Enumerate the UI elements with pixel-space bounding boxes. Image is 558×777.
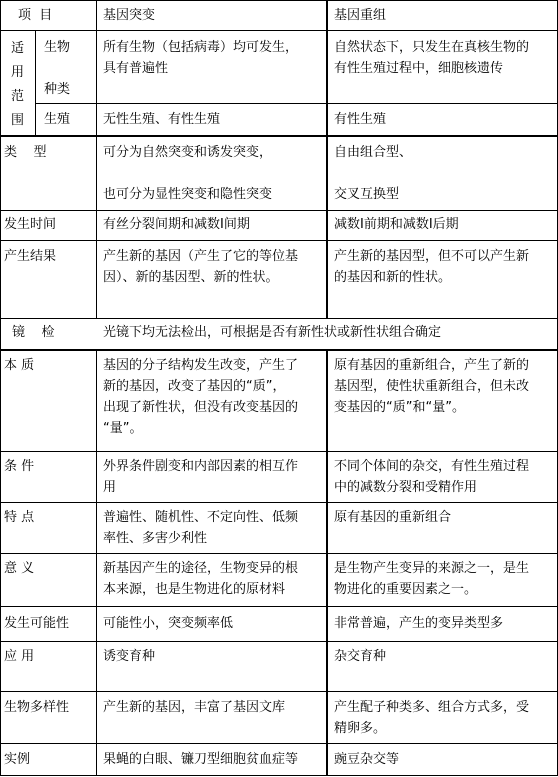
column-divider xyxy=(35,30,36,135)
row-label: 生物多样性 xyxy=(4,700,70,715)
row-mutation: 产生新的基因（产生了它的等位基 因）、新的基因型、新的性状。 xyxy=(103,249,299,285)
row-label: 实例 xyxy=(4,752,31,767)
row-label: 本 质 xyxy=(4,358,35,373)
header-recombination: 基因重组 xyxy=(334,8,387,23)
row-recombination: 自由组合型、 交叉互换型 xyxy=(334,145,413,202)
scope-reproduction-mutation: 无性生殖、有性生殖 xyxy=(103,112,221,127)
row-divider xyxy=(0,502,558,503)
row-recombination: 减数Ⅰ前期和减数Ⅰ后期 xyxy=(334,217,459,232)
row-divider xyxy=(0,240,558,241)
scope-organism-recombination: 自然状态下，只发生在真核生物的 有性生殖过程中，细胞核遗传 xyxy=(334,40,530,76)
table-left-border xyxy=(0,0,1,776)
row-recombination: 不同个体间的杂交，有性生殖过程 中的减数分裂和受精作用 xyxy=(334,459,530,495)
column-divider xyxy=(96,350,97,776)
row-mutation: 诱变育种 xyxy=(103,649,156,664)
scope-organism-mutation: 所有生物（包括病毒）均可发生， 具有普遍性 xyxy=(103,40,299,76)
row-divider xyxy=(0,553,558,554)
header-item: 项 目 xyxy=(18,8,53,23)
row-divider xyxy=(0,451,558,452)
column-divider xyxy=(326,0,328,319)
row-label: 产生结果 xyxy=(4,249,57,264)
row-recombination: 非常普遍，产生的变异类型多 xyxy=(334,616,504,631)
row-divider xyxy=(0,691,558,692)
row-label: 发生可能性 xyxy=(4,616,70,631)
row-divider xyxy=(0,318,558,319)
row-mutation: 果蝇的白眼、镰刀型细胞贫血症等 xyxy=(103,752,299,767)
scope-reproduction-recombination: 有性生殖 xyxy=(334,112,387,127)
row-divider xyxy=(0,349,558,351)
row-mutation: 有丝分裂间期和减数Ⅰ间期 xyxy=(103,217,250,232)
row-label: 特 点 xyxy=(4,510,35,525)
row-mutation: 产生新的基因，丰富了基因文库 xyxy=(103,700,286,715)
row-divider xyxy=(0,641,558,642)
scope-reproduction-label: 生殖 xyxy=(44,112,71,127)
row-divider xyxy=(0,30,558,31)
row-merged: 光镜下均无法检出，可根据是否有新性状或新性状组合确定 xyxy=(103,325,442,340)
row-mutation: 可能性小，突变频率低 xyxy=(103,616,234,631)
row-label: 镜 检 xyxy=(12,325,55,340)
row-mutation: 外界条件剧变和内部因素的相互作 用 xyxy=(103,459,299,495)
row-label: 类 型 xyxy=(4,145,47,160)
row-label: 意 义 xyxy=(4,561,35,576)
row-label: 发生时间 xyxy=(4,217,57,232)
column-divider xyxy=(326,350,328,776)
row-mutation: 新基因产生的途径，生物变异的根 本来源，也是生物进化的原材料 xyxy=(103,561,299,597)
row-mutation: 普遍性、随机性、不定向性、低频 率性、多害少利性 xyxy=(103,510,299,546)
row-recombination: 豌豆杂交等 xyxy=(334,752,400,767)
row-mutation: 基因的分子结构发生改变，产生了 新的基因，改变了基因的“质”， 出现了新性状，但没有改变基因的 “量”。 xyxy=(103,358,299,436)
row-recombination: 原有基因的重新组合，产生了新的 基因型，使性状重新组合，但未改 变基因的“质”和“量”。 xyxy=(334,358,530,415)
column-divider xyxy=(96,0,97,319)
row-recombination: 产生配子种类多、组合方式多，受 精卵多。 xyxy=(334,700,530,736)
row-recombination: 产生新的基因型，但不可以产生新 的基因和新的性状。 xyxy=(334,249,530,285)
row-recombination: 是生物产生变异的来源之一，是生 物进化的重要因素之一。 xyxy=(334,561,530,597)
table-top-border xyxy=(0,0,558,1)
row-label: 条 件 xyxy=(4,459,35,474)
row-recombination: 原有基因的重新组合 xyxy=(334,510,452,525)
table-bottom-border xyxy=(0,775,558,776)
row-divider xyxy=(0,743,558,744)
row-divider xyxy=(0,135,558,137)
scope-organism-label: 生物 种类 xyxy=(44,40,71,97)
row-divider xyxy=(35,103,558,104)
row-label: 应 用 xyxy=(4,649,35,664)
row-divider xyxy=(0,210,558,211)
row-recombination: 杂交育种 xyxy=(334,649,387,664)
row-mutation: 可分为自然突变和诱发突变， 也可分为显性突变和隐性突变 xyxy=(103,145,273,202)
scope-label: 适 用 范 围 xyxy=(11,41,25,128)
row-divider xyxy=(0,606,558,607)
header-mutation: 基因突变 xyxy=(103,8,156,23)
